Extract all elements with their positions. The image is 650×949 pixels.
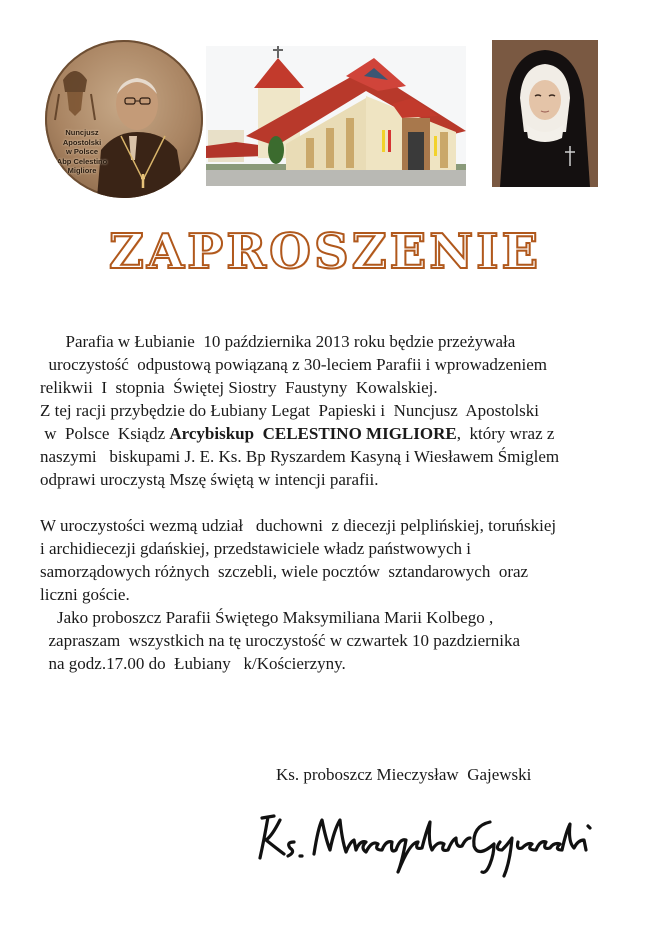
body-text: , który wraz z xyxy=(456,424,555,443)
caption-line: w Polsce xyxy=(65,147,99,156)
body-text: w Polsce Ksiądz xyxy=(40,424,170,443)
saint-faustina-portrait xyxy=(492,40,598,187)
caption-line: Migliore xyxy=(67,166,97,175)
church-photo xyxy=(206,46,466,186)
body-line: uroczystość odpustową powiązaną z 30-leciem Parafii i wprowadzeniem xyxy=(40,355,547,374)
body-line: W uroczystości wezmą udział duchowni z diecezji pelplińskiej, toruńskiej xyxy=(40,516,557,535)
nuncio-medallion xyxy=(45,40,203,198)
caption-line: Abp Celestino xyxy=(56,156,108,166)
nun-portrait-icon xyxy=(492,40,598,187)
church-icon xyxy=(206,46,466,186)
caption-line: Apostolski xyxy=(62,137,102,147)
body-line: odprawi uroczystą Mszę świętą w intencji parafii. xyxy=(40,470,379,489)
signatory-name: Ks. proboszcz Mieczysław Gajewski xyxy=(276,765,532,784)
body-line: samorządowych różnych szczebli, wiele pocztów sztandarowych oraz xyxy=(40,562,529,581)
body-line: Parafia w Łubianie 10 października 2013 roku będzie przeżywała xyxy=(40,332,516,351)
body-line: Z tej racji przybędzie do Łubiany Legat Papieski i Nuncjusz Apostolski xyxy=(40,401,540,420)
body-line: relikwii I stopnia Świętej Siostry Faustyny Kowalskiej. xyxy=(40,378,438,397)
body-line: na godz.17.00 do Łubiany k/Kościerzyny. xyxy=(40,654,346,673)
body-line: liczni goście. xyxy=(40,585,130,604)
coat-of-arms-icon xyxy=(55,71,95,120)
body-line-with-name xyxy=(40,423,554,446)
body-line: i archidiecezji gdańskiej, przedstawiciele władz państwowych i xyxy=(40,539,471,558)
signature-icon xyxy=(250,792,600,882)
medallion-caption xyxy=(45,128,119,176)
caption-line: Nuncjusz xyxy=(65,128,99,137)
nuncio-name: Arcybiskup CELESTINO MIGLIORE xyxy=(169,424,457,443)
body-line: zapraszam wszystkich na tę uroczystość w czwartek 10 pazdziernika xyxy=(40,631,521,650)
body-line: naszymi biskupami J. E. Ks. Bp Ryszardem Kasyną i Wiesławem Śmiglem xyxy=(40,447,560,466)
handwritten-signature xyxy=(250,792,600,882)
page-title: ZAPROSZENIE xyxy=(108,224,542,280)
body-line: Jako proboszcz Parafii Świętego Maksymiliana Marii Kolbego , xyxy=(40,608,494,627)
